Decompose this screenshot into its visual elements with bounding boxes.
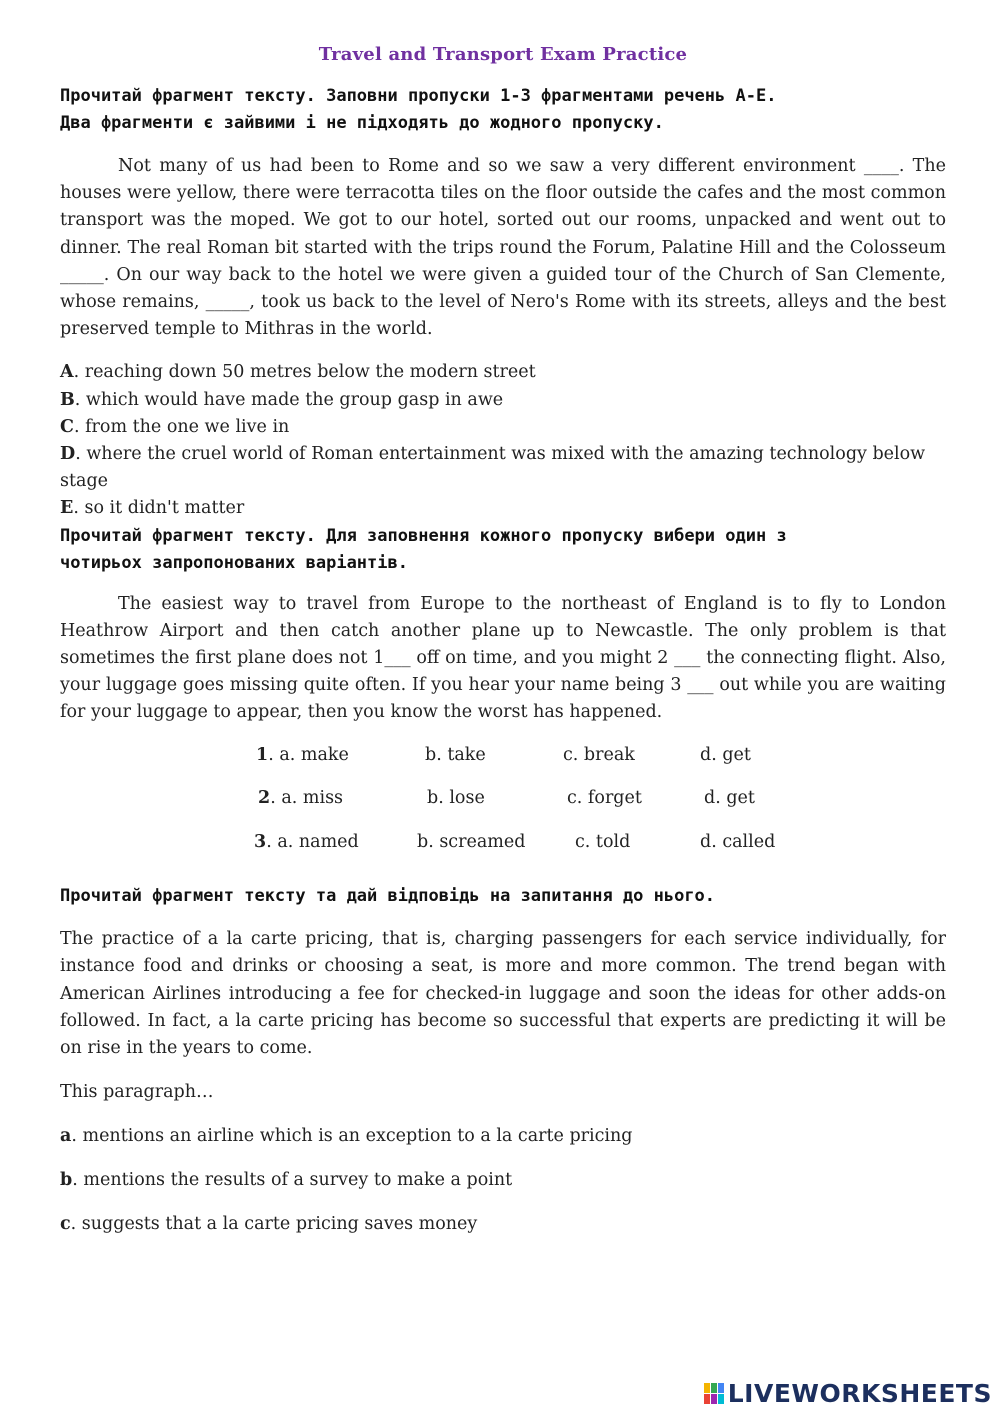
option-text: . where the cruel world of Roman entertainment was mixed with the amazing technology below stage [60, 444, 926, 492]
mc-option-a [258, 788, 344, 809]
option-a [60, 359, 946, 386]
answer-letter: c [60, 1214, 71, 1235]
mc-question-2 [60, 788, 946, 832]
answer-b [60, 1167, 946, 1194]
mc-option-b: b. screamed [417, 831, 526, 852]
option-c [60, 414, 946, 441]
option-b [60, 387, 946, 414]
mc-option-a-text: . a. miss [270, 788, 344, 809]
option-text: . which would have made the group gasp in awe [74, 389, 504, 410]
option-letter: D [60, 444, 76, 465]
option-text: . so it didn't matter [73, 498, 245, 519]
section2-instruction-line1: Прочитай фрагмент тексту. Для заповнення кожного пропуску вибери один з [60, 525, 787, 546]
mc-option-c: c. forget [567, 788, 642, 809]
section2-instruction-line2: чотирьох запропонованих варіантів. [60, 552, 408, 573]
mc-number: 2 [258, 788, 271, 809]
worksheet-page [60, 44, 946, 1238]
answer-c [60, 1211, 946, 1238]
page-title: Travel and Transport Exam Practice [318, 44, 688, 65]
section2-text: The easiest way to travel from Europe to the northeast of England is to fly to London Heathrow Airport and then catch another plane up to Newcastle. The only problem is that sometimes the first plane does not 1___ off on time, and you might 2 ___ the connecting flight. Also, your luggage goes missing quite often. If you hear your name being 3 ___ out while you are waiting for your luggage to appear, then you know the worst has happened. [60, 593, 946, 723]
mc-option-c: c. told [575, 831, 631, 852]
section3-question: This paragraph… [60, 1082, 214, 1103]
answer-text: . mentions an airline which is an exception to a la carte pricing [71, 1126, 633, 1147]
mc-option-a-text: . a. named [266, 831, 359, 852]
option-letter: C [60, 416, 74, 437]
section1-options [60, 359, 946, 522]
liveworksheets-logo [704, 1379, 992, 1407]
mc-question-3 [60, 832, 946, 876]
section1-text: Not many of us had been to Rome and so we saw a very different environment ____. The houses were yellow, there were terracotta tiles on the floor outside the cafes and the most common transport was the moped. We got to our hotel, sorted out our rooms, unpacked and went out to dinner. The real Roman bit started with the trips round the Forum, Palatine Hill and the Colosseum _____. On our way back to the hotel we were given a guided tour of the Church of San Clemente, whose remains, _____, took us back to the level of Nero's Rome with its streets, alleys and the best preserved temple to Mithras in the world. [60, 156, 946, 340]
mc-option-a [254, 831, 359, 852]
liveworksheets-logo-icon [704, 1381, 724, 1405]
answer-text: . mentions the results of a survey to make a point [72, 1170, 513, 1191]
logo-text: LIVEWORKSHEETS [727, 1378, 992, 1408]
option-letter: B [60, 389, 75, 410]
option-text: . reaching down 50 metres below the modern street [73, 362, 536, 383]
option-text: . from the one we live in [73, 416, 290, 437]
mc-option-a-text: . a. make [268, 744, 349, 765]
mc-number: 3 [254, 831, 267, 852]
multiple-choice-block [60, 745, 946, 876]
answer-a [60, 1123, 946, 1150]
mc-option-b: b. lose [427, 788, 485, 809]
section1-instruction-line1: Прочитай фрагмент тексту. Заповни пропуски 1-3 фрагментами речень A-E. [60, 86, 777, 106]
option-d [60, 441, 946, 495]
mc-question-1 [60, 745, 946, 789]
option-e [60, 495, 946, 522]
mc-option-b: b. take [425, 744, 486, 765]
mc-option-d: d. called [700, 831, 776, 852]
mc-option-a [256, 744, 349, 765]
answer-text: . suggests that a la carte pricing saves money [70, 1214, 478, 1235]
mc-option-d: d. get [700, 744, 751, 765]
answer-letter: b [60, 1170, 73, 1191]
mc-number: 1 [256, 744, 269, 765]
section2-instruction [60, 523, 946, 577]
mc-option-d: d. get [704, 788, 755, 809]
answer-letter: a [60, 1126, 72, 1147]
mc-option-c: c. break [563, 744, 635, 765]
section1-instruction-line2: Два фрагменти є зайвими і не підходять до жодного пропуску. [60, 113, 664, 133]
option-letter: A [60, 362, 74, 383]
option-letter: E [60, 498, 74, 519]
section3-text: The practice of a la carte pricing, that is, charging passengers for each service individually, for instance food and drinks or choosing a seat, is more and more common. The trend began with American Airlines introducing a fee for checked-in luggage and soon the ideas for other adds-on followed. In fact, a la carte pricing has become so successful that experts are predicting it will be on rise in the years to come. [60, 929, 946, 1058]
section3-instruction: Прочитай фрагмент тексту та дай відповідь на запитання до нього. [60, 886, 716, 907]
section1-instruction [60, 83, 946, 137]
